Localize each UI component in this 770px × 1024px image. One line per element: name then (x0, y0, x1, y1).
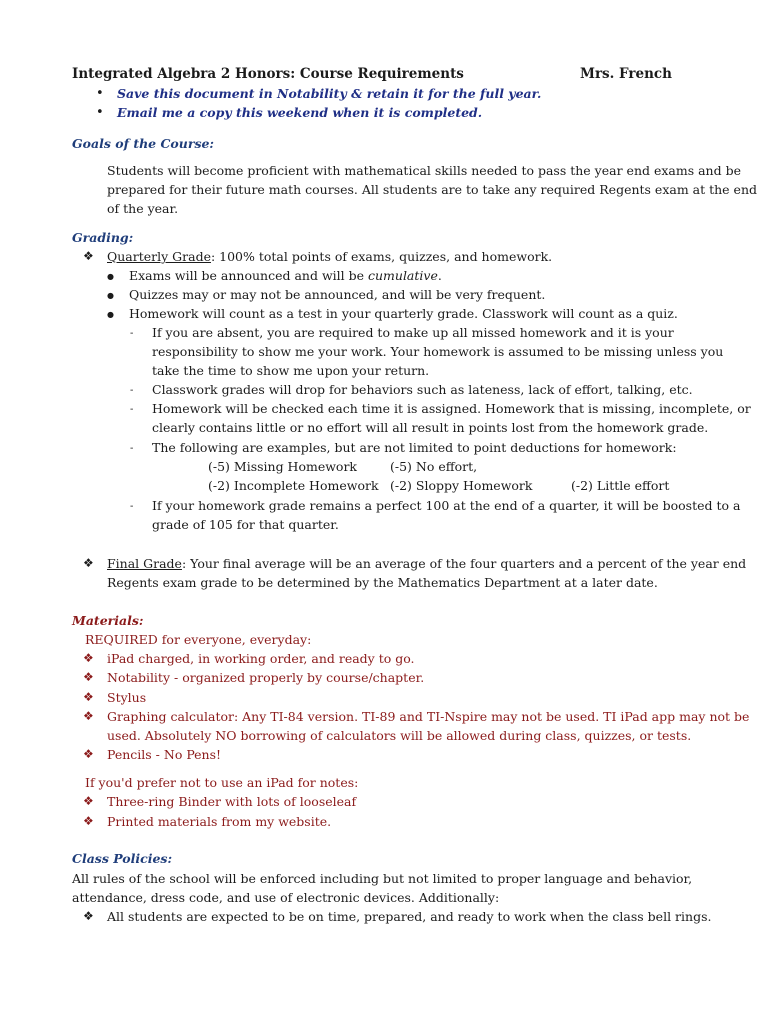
diamond-bullet-icon: ❖ (83, 747, 94, 761)
diamond-bullet-icon: ❖ (83, 814, 94, 828)
homework-item: Homework will count as a test in your quarterly grade. Classwork will count as a quiz. (129, 306, 678, 321)
absent-line-3: take the time to show me upon your return. (152, 363, 430, 378)
quarterly-grade-label: Quarterly Grade (107, 249, 211, 264)
exams-period: . (437, 268, 442, 283)
round-bullet-icon: ● (107, 310, 114, 319)
policies-line-2: attendance, dress code, and use of electronic devices. Additionally: (72, 890, 500, 905)
quarterly-grade-text: : 100% total points of exams, quizzes, and homework. (210, 249, 553, 264)
diamond-bullet-icon: ❖ (83, 909, 94, 923)
examples-intro: The following are examples, but are not limited to point deductions for homework: (152, 440, 677, 455)
policies-heading: Class Policies: (72, 851, 173, 866)
dash-bullet-icon: - (130, 501, 134, 512)
final-grade-text-1: : Your final average will be an average of the four quarters and a percent of the year end (181, 556, 747, 571)
grading-heading: Grading: (72, 230, 134, 245)
round-bullet-icon: • (96, 105, 104, 120)
policies-line-1: All rules of the school will be enforced including but not limited to proper language and behavior, (72, 871, 693, 886)
classwork-drop-item: Classwork grades will drop for behaviors such as lateness, lack of effort, talking, etc. (152, 382, 693, 397)
exams-text: Exams will be announced and will be (129, 268, 368, 283)
round-bullet-icon: ● (107, 291, 114, 300)
material-pencils: Pencils - No Pens! (107, 747, 222, 762)
instruction-save: Save this document in Notability & retain it for the full year. (117, 86, 542, 101)
exams-item (129, 266, 442, 285)
teacher-name: Mrs. French (580, 66, 672, 82)
final-grade-label: Final Grade (107, 556, 182, 571)
diamond-bullet-icon: ❖ (83, 556, 94, 570)
diamond-bullet-icon: ❖ (83, 249, 94, 263)
dash-bullet-icon: - (130, 385, 134, 396)
diamond-bullet-icon: ❖ (83, 709, 94, 723)
round-bullet-icon: • (96, 86, 104, 101)
deduction-little-effort: (-2) Little effort (571, 478, 670, 493)
deduction-no-effort: (-5) No effort, (390, 459, 478, 474)
goals-line-1: Students will become proficient with mathematical skills needed to pass the year end exams and be (107, 163, 741, 178)
policy-on-time: All students are expected to be on time, prepared, and ready to work when the class bell rings. (107, 909, 712, 924)
exams-cumulative: cumulative (367, 268, 438, 283)
material-printed: Printed materials from my website. (107, 814, 332, 829)
absent-line-1: If you are absent, you are required to make up all missed homework and it is your (152, 325, 674, 340)
materials-heading: Materials: (72, 613, 144, 628)
diamond-bullet-icon: ❖ (83, 794, 94, 808)
material-calculator-1: Graphing calculator: Any TI-84 version. TI-89 and TI-Nspire may not be used. TI iPad app may not be (107, 709, 750, 724)
final-grade-item (107, 554, 746, 573)
material-ipad: iPad charged, in working order, and ready to go. (107, 651, 415, 666)
checked-line-2: clearly contains little or no effort will all result in points lost from the homework grade. (152, 420, 709, 435)
final-grade-text-2: Regents exam grade to be determined by the Mathematics Department at a later date. (107, 575, 658, 590)
required-intro: REQUIRED for everyone, everyday: (85, 632, 312, 647)
page-title: Integrated Algebra 2 Honors: Course Requirements (72, 66, 464, 82)
diamond-bullet-icon: ❖ (83, 670, 94, 684)
dash-bullet-icon: - (130, 443, 134, 454)
alt-intro: If you'd prefer not to use an iPad for notes: (85, 775, 359, 790)
goals-line-2: prepared for their future math courses. All students are to take any required Regents exam at the end (107, 182, 758, 197)
material-notability: Notability - organized properly by course/chapter. (107, 670, 425, 685)
boost-line-2: grade of 105 for that quarter. (152, 517, 339, 532)
checked-line-1: Homework will be checked each time it is assigned. Homework that is missing, incomplete, or (152, 401, 751, 416)
material-calculator-2: used. Absolutely NO borrowing of calculators will be allowed during class, quizzes, or tests. (107, 728, 692, 743)
round-bullet-icon: ● (107, 272, 114, 281)
diamond-bullet-icon: ❖ (83, 651, 94, 665)
quarterly-grade-item (107, 247, 552, 266)
dash-bullet-icon: - (130, 404, 134, 415)
quizzes-item: Quizzes may or may not be announced, and will be very frequent. (129, 287, 546, 302)
goals-heading: Goals of the Course: (72, 136, 215, 151)
dash-bullet-icon: - (130, 328, 134, 339)
absent-line-2: responsibility to show me your work. Your homework is assumed to be missing unless you (152, 344, 724, 359)
instruction-email: Email me a copy this weekend when it is completed. (117, 105, 483, 120)
deduction-incomplete: (-2) Incomplete Homework (208, 478, 379, 493)
material-stylus: Stylus (107, 690, 147, 705)
material-binder: Three-ring Binder with lots of looseleaf (107, 794, 357, 809)
deduction-missing: (-5) Missing Homework (208, 459, 358, 474)
deduction-sloppy: (-2) Sloppy Homework (390, 478, 533, 493)
boost-line-1: If your homework grade remains a perfect 100 at the end of a quarter, it will be boosted to a (152, 498, 741, 513)
diamond-bullet-icon: ❖ (83, 690, 94, 704)
goals-line-3: of the year. (107, 201, 179, 216)
